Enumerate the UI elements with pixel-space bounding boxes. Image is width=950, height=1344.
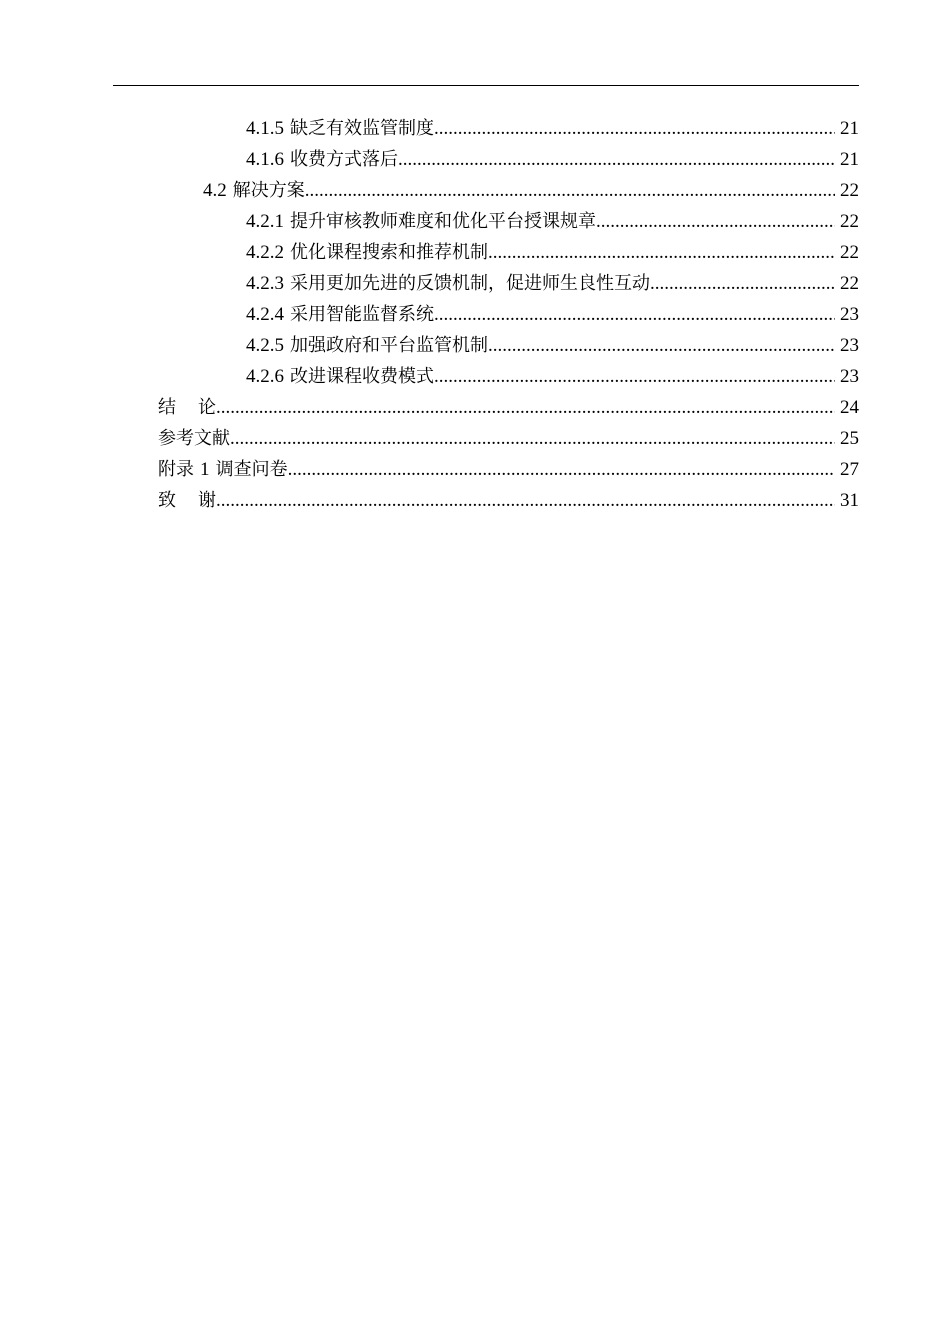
toc-entry-4-2-2[interactable]: [0, 234, 950, 265]
toc-leader-dots: [398, 148, 835, 172]
toc-leader-dots: [216, 489, 835, 513]
toc-entry-page: 25: [840, 428, 859, 449]
toc-entry-label: [246, 272, 859, 296]
toc-entry-page: 23: [840, 366, 859, 387]
toc-entry-label: [158, 396, 859, 420]
toc-entry-title: 采用智能监督系统: [290, 304, 435, 325]
toc-entry-number: 4.1.6: [246, 149, 284, 170]
toc-entry-page: 21: [840, 118, 859, 139]
toc-entry-4-2-3[interactable]: [0, 265, 950, 296]
toc-entry-label: [158, 489, 859, 513]
toc-entry-acknowledgements[interactable]: [0, 482, 950, 513]
toc-entry-4-2-1[interactable]: [0, 203, 950, 234]
header-rule: [113, 85, 859, 86]
toc-entry-number: 4.2.4: [246, 304, 284, 325]
toc-leader-dots: [434, 365, 835, 389]
toc-entry-number: 4.2.1: [246, 211, 284, 232]
toc-entry-4-2-4[interactable]: [0, 296, 950, 327]
toc-entry-label: [158, 427, 859, 451]
toc-entry-number: 4.2: [203, 180, 227, 201]
toc-entry-title-part-b: 论: [198, 397, 216, 418]
toc-entry-title: 调查问卷: [215, 459, 288, 480]
toc-entry-title-part-a: 附录: [158, 459, 194, 480]
toc-leader-dots: [230, 427, 835, 451]
toc-leader-dots: [434, 117, 835, 141]
toc-entry-page: 23: [840, 304, 859, 325]
toc-entry-page: 21: [840, 149, 859, 170]
toc-entry-page: 22: [840, 242, 859, 263]
toc-entry-title: 优化课程搜索和推荐机制: [290, 242, 489, 263]
toc-entry-page: 22: [840, 180, 859, 201]
toc-entry-label: [246, 365, 859, 389]
toc-entry-title-part-a: 结: [158, 397, 176, 418]
toc-entry-label: [246, 303, 859, 327]
toc-entry-page: 31: [840, 490, 859, 511]
toc-entry-page: 27: [840, 459, 859, 480]
toc-entry-label: [246, 210, 859, 234]
toc-entry-page: 24: [840, 397, 859, 418]
toc-entry-title: 提升审核教师难度和优化平台授课规章: [290, 211, 597, 232]
toc-entry-page: 23: [840, 335, 859, 356]
toc-entry-title: 采用更加先进的反馈机制，促进师生良性互动: [290, 273, 651, 294]
toc-entry-label: [246, 334, 859, 358]
toc-leader-dots: [305, 179, 835, 203]
toc-entry-label: [246, 148, 859, 172]
toc-entry-number: 4.1.5: [246, 118, 284, 139]
toc-entry-appendix-1[interactable]: [0, 451, 950, 482]
toc-entry-label: [158, 458, 859, 482]
toc-leader-dots: [216, 396, 835, 420]
toc-entry-title-part-b: 谢: [198, 490, 216, 511]
toc-leader-dots: [488, 334, 835, 358]
toc-entry-title: 缺乏有效监管制度: [290, 118, 435, 139]
toc-entry-4-2-6[interactable]: [0, 358, 950, 389]
toc-entry-label: [246, 241, 859, 265]
toc-leader-dots: [488, 241, 835, 265]
toc-leader-dots: [288, 458, 835, 482]
toc-entry-number: 4.2.6: [246, 366, 284, 387]
toc-entry-4-1-5[interactable]: [0, 110, 950, 141]
toc-entry-title: 参考文献: [158, 428, 230, 449]
toc-entry-number: 4.2.5: [246, 335, 284, 356]
toc-entry-page: 22: [840, 273, 859, 294]
toc-entry-label: [246, 117, 859, 141]
toc-leader-dots: [596, 210, 835, 234]
table-of-contents: [0, 110, 950, 513]
toc-entry-label: [203, 179, 859, 203]
toc-entry-references[interactable]: [0, 420, 950, 451]
toc-entry-4-1-6[interactable]: [0, 141, 950, 172]
toc-leader-dots: [650, 272, 835, 296]
toc-leader-dots: [434, 303, 835, 327]
toc-entry-4-2[interactable]: [0, 172, 950, 203]
toc-entry-number: 4.2.3: [246, 273, 284, 294]
toc-entry-4-2-5[interactable]: [0, 327, 950, 358]
toc-entry-title-part-a: 致: [158, 490, 176, 511]
toc-entry-number: 1: [200, 459, 210, 480]
toc-entry-title: 改进课程收费模式: [290, 366, 435, 387]
toc-entry-conclusion[interactable]: [0, 389, 950, 420]
toc-entry-number: 4.2.2: [246, 242, 284, 263]
toc-entry-title: 解决方案: [232, 180, 305, 201]
toc-entry-title: 收费方式落后: [290, 149, 399, 170]
toc-entry-title: 加强政府和平台监管机制: [290, 335, 489, 356]
toc-entry-page: 22: [840, 211, 859, 232]
